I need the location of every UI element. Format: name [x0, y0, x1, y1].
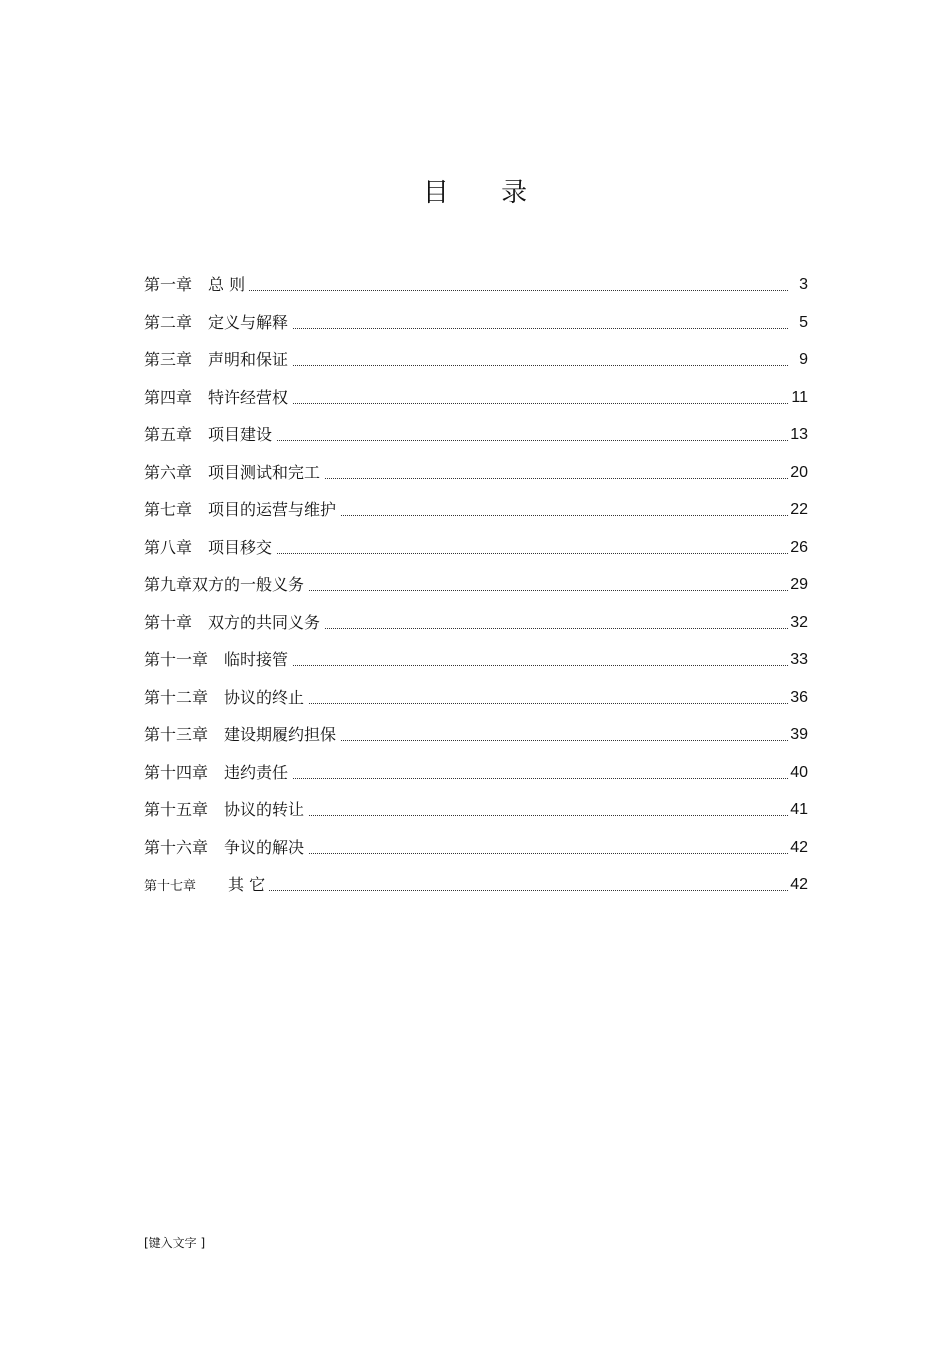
toc-spacer	[208, 838, 224, 857]
toc-entry-label	[144, 268, 249, 302]
toc-chapter-number: 第十七章	[144, 879, 197, 894]
toc-entry-label	[144, 568, 308, 602]
table-of-contents	[144, 268, 812, 906]
toc-chapter-title: 定义与解释	[208, 312, 289, 332]
toc-entry[interactable]	[144, 718, 812, 756]
toc-chapter-title: 临时接管	[224, 650, 289, 669]
toc-chapter-title: 项目测试和完工	[208, 462, 321, 482]
toc-spacer	[192, 425, 208, 444]
toc-entry-label	[144, 531, 276, 565]
toc-entry-label	[144, 831, 308, 865]
toc-spacer	[208, 725, 224, 744]
toc-chapter-number: 第十章	[144, 612, 193, 632]
page-title: 目 录	[422, 178, 550, 208]
toc-entry-label	[144, 793, 308, 827]
toc-spacer	[208, 800, 224, 819]
toc-spacer	[208, 763, 224, 782]
toc-entry-label	[144, 418, 276, 452]
toc-chapter-title: 项目移交	[208, 537, 273, 557]
toc-page-number: 26	[790, 538, 808, 556]
toc-spacer	[192, 388, 208, 407]
toc-chapter-title: 协议的转让	[224, 800, 305, 819]
toc-entry-label	[144, 381, 292, 415]
toc-chapter-number: 第三章	[144, 350, 193, 369]
toc-chapter-title: 双方的共同义务	[208, 612, 321, 632]
toc-entry[interactable]	[144, 456, 812, 494]
toc-chapter-title: 总 则	[208, 275, 246, 294]
toc-chapter-title: 特许经营权	[208, 387, 289, 407]
toc-page-number: 36	[790, 688, 808, 706]
toc-entry[interactable]	[144, 343, 812, 381]
toc-chapter-title: 项目建设	[208, 425, 273, 444]
toc-chapter-number: 第十二章	[144, 687, 209, 707]
toc-spacer	[192, 613, 208, 632]
toc-chapter-title: 违约责任	[224, 762, 289, 782]
toc-entry[interactable]	[144, 306, 812, 344]
toc-chapter-number: 第六章	[144, 462, 193, 482]
toc-entry[interactable]	[144, 268, 812, 306]
toc-entry-label	[144, 493, 340, 527]
toc-entry[interactable]	[144, 493, 812, 531]
toc-chapter-number: 第十六章	[144, 837, 209, 857]
toc-chapter-title: 争议的解决	[224, 837, 305, 857]
toc-spacer	[208, 650, 224, 669]
toc-chapter-title: 其 它	[228, 875, 266, 894]
toc-chapter-number: 第七章	[144, 500, 193, 519]
toc-spacer	[192, 350, 208, 369]
toc-chapter-number: 第十四章	[144, 762, 209, 782]
toc-entry-label	[144, 306, 292, 340]
toc-entry[interactable]	[144, 756, 812, 794]
toc-page-number: 40	[790, 763, 808, 781]
toc-page-number: 9	[799, 351, 808, 368]
toc-page-number: 5	[799, 313, 808, 331]
toc-entry[interactable]	[144, 568, 812, 606]
toc-page-number: 42	[790, 838, 808, 856]
toc-spacer	[192, 463, 208, 482]
toc-entry[interactable]	[144, 531, 812, 569]
toc-page-number: 11	[791, 388, 808, 406]
toc-page-number: 41	[790, 801, 808, 818]
toc-entry[interactable]	[144, 381, 812, 419]
toc-entry-label	[144, 756, 292, 790]
toc-entry[interactable]	[144, 831, 812, 869]
toc-chapter-number: 第五章	[144, 425, 193, 444]
toc-chapter-number: 第四章	[144, 387, 193, 407]
toc-page-number: 32	[790, 613, 808, 631]
toc-chapter-title: 声明和保证	[208, 350, 289, 369]
toc-spacer	[196, 875, 228, 894]
toc-chapter-number: 第十三章	[144, 725, 209, 744]
toc-chapter-number: 第十一章	[144, 650, 209, 669]
toc-entry[interactable]	[144, 606, 812, 644]
toc-entry-label	[144, 868, 269, 904]
toc-spacer	[192, 500, 208, 519]
toc-entry-label	[144, 643, 292, 677]
toc-page-number: 29	[790, 576, 808, 593]
toc-spacer	[208, 688, 224, 707]
toc-chapter-title: 双方的一般义务	[192, 575, 305, 594]
toc-spacer	[192, 275, 208, 294]
toc-entry[interactable]	[144, 418, 812, 456]
toc-page-number: 22	[790, 501, 808, 518]
toc-page-number: 3	[799, 276, 808, 293]
toc-spacer	[192, 313, 208, 332]
toc-entry[interactable]	[144, 681, 812, 719]
toc-chapter-title: 项目的运营与维护	[208, 500, 337, 519]
toc-chapter-title: 协议的终止	[224, 687, 305, 707]
toc-entry-label	[144, 606, 324, 640]
footer-placeholder: [键入文字 ]	[144, 1236, 206, 1250]
toc-chapter-title: 建设期履约担保	[224, 725, 337, 744]
toc-page-number: 42	[790, 876, 808, 893]
toc-chapter-number: 第十五章	[144, 800, 209, 819]
toc-entry-label	[144, 681, 308, 715]
toc-chapter-number: 第一章	[144, 275, 193, 294]
toc-entry-label	[144, 343, 292, 377]
toc-entry-label	[144, 456, 324, 490]
toc-page-number: 39	[790, 726, 808, 743]
toc-entry[interactable]	[144, 643, 812, 681]
toc-chapter-number: 第八章	[144, 537, 193, 557]
toc-page-number: 33	[790, 651, 808, 668]
toc-chapter-number: 第二章	[144, 312, 193, 332]
toc-entry[interactable]	[144, 868, 812, 906]
toc-page-number: 13	[790, 426, 808, 443]
toc-spacer	[192, 538, 208, 557]
toc-chapter-number: 第九章	[144, 575, 193, 594]
toc-page-number: 20	[790, 463, 808, 481]
toc-entry-label	[144, 718, 340, 752]
toc-entry[interactable]	[144, 793, 812, 831]
